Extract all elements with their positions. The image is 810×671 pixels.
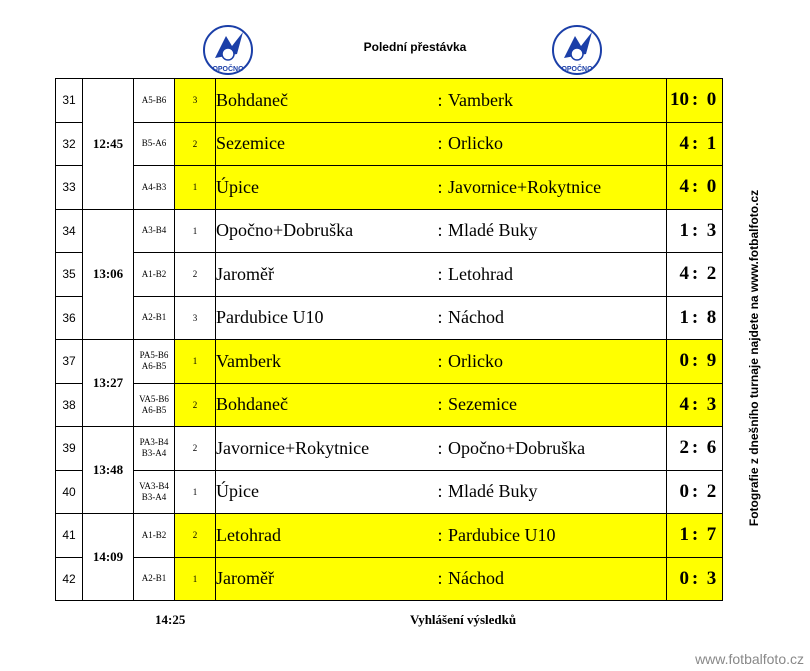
home-team: Vamberk: [216, 340, 433, 384]
away-team: Orlicko: [448, 340, 667, 384]
score-separator: :: [689, 79, 701, 123]
team-separator: :: [432, 166, 448, 210]
table-row: [56, 514, 723, 558]
pairing-code-line: VA5-B6: [139, 393, 169, 404]
score-home: 4: [667, 166, 690, 210]
pairing-code-line: PA5-B6: [139, 350, 169, 361]
pairing-code-line: A5-B6: [141, 94, 167, 105]
home-team: Sezemice: [216, 122, 433, 166]
table-row: [56, 209, 723, 253]
home-team: Jaroměř: [216, 557, 433, 601]
away-team: Javornice+Rokytnice: [448, 166, 667, 210]
pairing-code: [134, 79, 175, 123]
home-team: Bohdaneč: [216, 79, 433, 123]
table-row: [56, 253, 723, 297]
score-away: 3: [701, 209, 723, 253]
score-separator: :: [689, 296, 701, 340]
score-home: 0: [667, 340, 690, 384]
pairing-code: [134, 296, 175, 340]
table-row: [56, 470, 723, 514]
field-number: 2: [175, 122, 216, 166]
score-separator: :: [689, 253, 701, 297]
score-separator: :: [689, 383, 701, 427]
pairing-code-line: A6-B5: [141, 361, 167, 372]
table-row: [56, 557, 723, 601]
score-away: 6: [701, 427, 723, 471]
club-logo-right: [546, 24, 608, 76]
page-title: Polední přestávka: [363, 40, 467, 54]
match-time: 13:27: [83, 340, 134, 427]
match-number: 36: [56, 296, 83, 340]
match-time: 12:45: [83, 79, 134, 210]
pairing-code-line: A1-B2: [141, 529, 167, 540]
pairing-code-line: A2-B1: [141, 312, 167, 323]
field-number: 1: [175, 209, 216, 253]
score-separator: :: [689, 166, 701, 210]
score-separator: :: [689, 122, 701, 166]
pairing-code-line: B3-A4: [141, 491, 167, 502]
score-away: 2: [701, 253, 723, 297]
score-home: 1: [667, 514, 690, 558]
sidebar-note-text: Fotografie z dnešního turnaje najdete na www.fotbalfoto.cz: [747, 189, 761, 527]
home-team: Jaroměř: [216, 253, 433, 297]
score-separator: :: [689, 340, 701, 384]
score-separator: :: [689, 427, 701, 471]
score-home: 1: [667, 209, 690, 253]
table-row: [56, 427, 723, 471]
match-number: 38: [56, 383, 83, 427]
team-separator: :: [432, 340, 448, 384]
score-away: 2: [701, 470, 723, 514]
score-separator: :: [689, 557, 701, 601]
team-separator: :: [432, 209, 448, 253]
field-number: 1: [175, 166, 216, 210]
sidebar-note: [744, 178, 764, 538]
field-number: 1: [175, 340, 216, 384]
pairing-code-line: B5-A6: [141, 138, 167, 149]
home-team: Bohdaneč: [216, 383, 433, 427]
match-number: 37: [56, 340, 83, 384]
pairing-code-line: B3-A4: [141, 448, 167, 459]
away-team: Mladé Buky: [448, 470, 667, 514]
match-time: 13:06: [83, 209, 134, 340]
match-number: 34: [56, 209, 83, 253]
pairing-code-line: A1-B2: [141, 268, 167, 279]
away-team: Pardubice U10: [448, 514, 667, 558]
team-separator: :: [432, 296, 448, 340]
field-number: 3: [175, 296, 216, 340]
pairing-code: [134, 427, 175, 471]
score-home: 2: [667, 427, 690, 471]
field-number: 2: [175, 253, 216, 297]
home-team: Opočno+Dobruška: [216, 209, 433, 253]
club-logo-left: [197, 24, 259, 76]
footer-announcement: Vyhlášení výsledků: [410, 612, 517, 627]
table-row: [56, 122, 723, 166]
score-home: 0: [667, 557, 690, 601]
away-team: Sezemice: [448, 383, 667, 427]
table-row: [56, 296, 723, 340]
team-separator: :: [432, 427, 448, 471]
home-team: Úpice: [216, 470, 433, 514]
home-team: Úpice: [216, 166, 433, 210]
score-away: 8: [701, 296, 723, 340]
team-separator: :: [432, 79, 448, 123]
team-separator: :: [432, 383, 448, 427]
pairing-code: [134, 557, 175, 601]
match-number: 33: [56, 166, 83, 210]
field-number: 1: [175, 470, 216, 514]
match-number: 32: [56, 122, 83, 166]
away-team: Vamberk: [448, 79, 667, 123]
score-home: 10: [667, 79, 690, 123]
score-home: 4: [667, 383, 690, 427]
field-number: 2: [175, 383, 216, 427]
team-separator: :: [432, 557, 448, 601]
away-team: Opočno+Dobruška: [448, 427, 667, 471]
table-row: [56, 340, 723, 384]
score-separator: :: [689, 470, 701, 514]
match-number: 35: [56, 253, 83, 297]
pairing-code: [134, 383, 175, 427]
watermark: www.fotbalfoto.cz: [695, 651, 804, 667]
match-number: 39: [56, 427, 83, 471]
away-team: Náchod: [448, 296, 667, 340]
table-row: [56, 79, 723, 123]
home-team: Pardubice U10: [216, 296, 433, 340]
pairing-code: [134, 122, 175, 166]
footer-time: 14:25: [155, 612, 186, 627]
score-away: 0: [701, 166, 723, 210]
pairing-code-line: A6-B5: [141, 404, 167, 415]
match-time: 14:09: [83, 514, 134, 601]
logo-text: OPOČNO: [212, 66, 244, 73]
team-separator: :: [432, 470, 448, 514]
pairing-code-line: A2-B1: [141, 573, 167, 584]
match-number: 40: [56, 470, 83, 514]
score-away: 9: [701, 340, 723, 384]
score-home: 4: [667, 253, 690, 297]
pairing-code: [134, 340, 175, 384]
score-away: 3: [701, 557, 723, 601]
pairing-code: [134, 209, 175, 253]
pairing-code: [134, 514, 175, 558]
score-separator: :: [689, 514, 701, 558]
pairing-code-line: A4-B3: [141, 181, 167, 192]
match-time: 13:48: [83, 427, 134, 514]
pairing-code: [134, 253, 175, 297]
schedule-table: [55, 78, 723, 601]
table-row: [56, 166, 723, 210]
score-home: 0: [667, 470, 690, 514]
score-away: 1: [701, 122, 723, 166]
field-number: 2: [175, 514, 216, 558]
away-team: Mladé Buky: [448, 209, 667, 253]
home-team: Letohrad: [216, 514, 433, 558]
match-number: 41: [56, 514, 83, 558]
away-team: Orlicko: [448, 122, 667, 166]
table-row: [56, 383, 723, 427]
pairing-code: [134, 470, 175, 514]
away-team: Náchod: [448, 557, 667, 601]
score-away: 0: [701, 79, 723, 123]
match-number: 31: [56, 79, 83, 123]
field-number: 3: [175, 79, 216, 123]
home-team: Javornice+Rokytnice: [216, 427, 433, 471]
pairing-code: [134, 166, 175, 210]
away-team: Letohrad: [448, 253, 667, 297]
score-separator: :: [689, 209, 701, 253]
field-number: 1: [175, 557, 216, 601]
match-number: 42: [56, 557, 83, 601]
pairing-code-line: A3-B4: [141, 225, 167, 236]
score-home: 1: [667, 296, 690, 340]
score-away: 7: [701, 514, 723, 558]
pairing-code-line: VA3-B4: [139, 480, 169, 491]
score-away: 3: [701, 383, 723, 427]
team-separator: :: [432, 122, 448, 166]
score-home: 4: [667, 122, 690, 166]
field-number: 2: [175, 427, 216, 471]
team-separator: :: [432, 253, 448, 297]
logo-text: OPOČNO: [561, 66, 593, 73]
team-separator: :: [432, 514, 448, 558]
pairing-code-line: PA3-B4: [139, 437, 169, 448]
